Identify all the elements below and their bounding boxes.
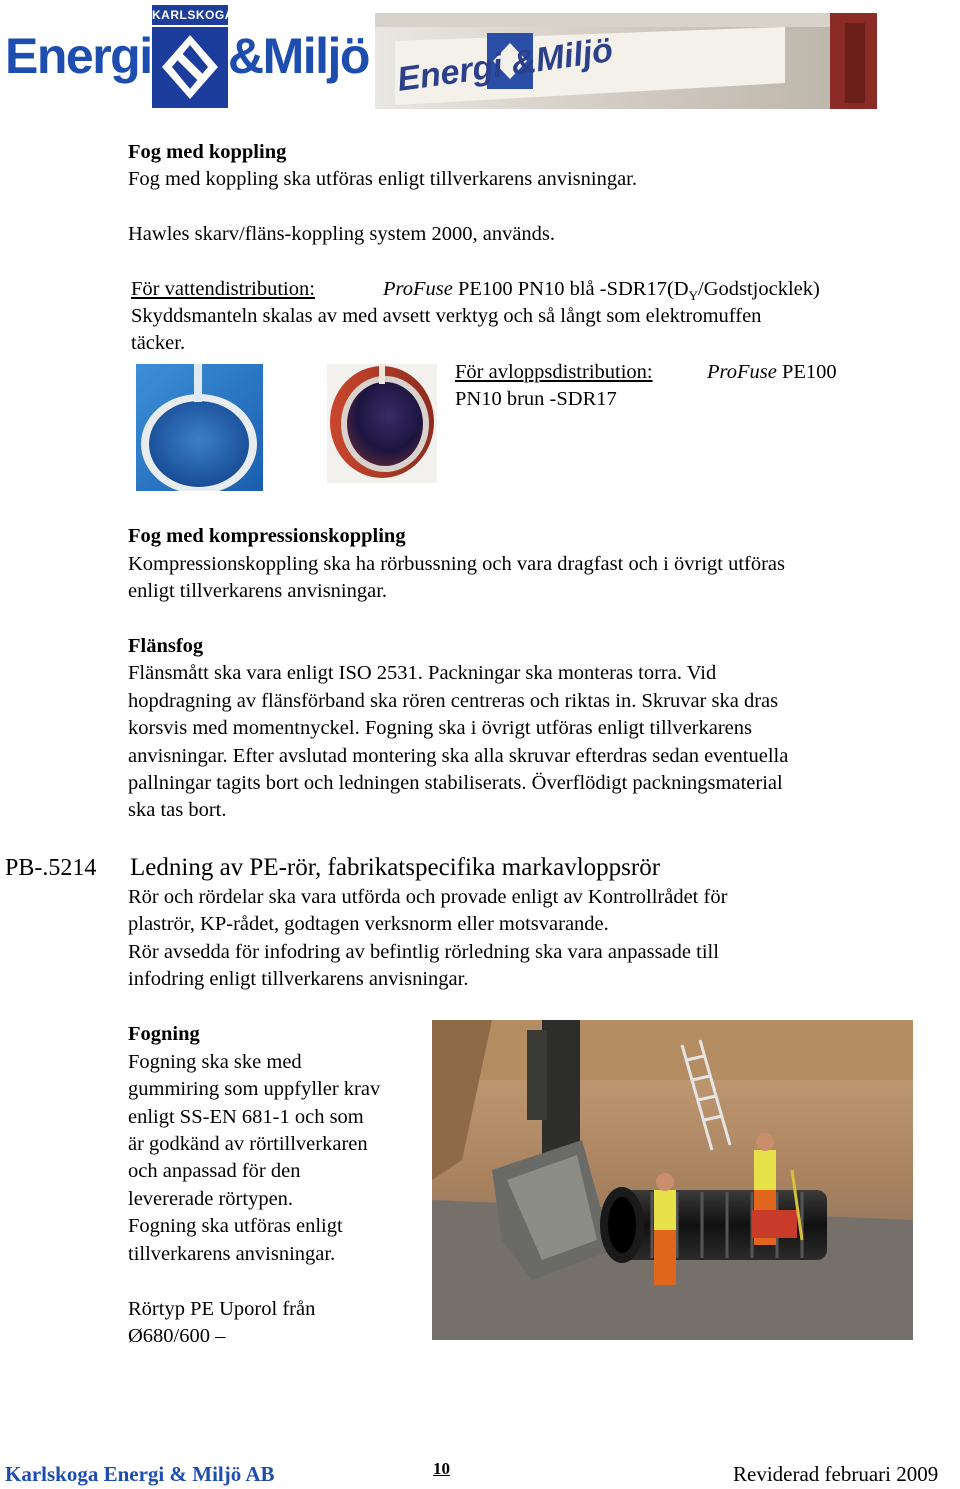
- paragraph-line: Rör avsedda för infodring av befintlig rörledning ska vara anpassade till: [128, 941, 719, 963]
- section-code: PB-.5214: [5, 855, 97, 881]
- heading-kompressionskoppling: Fog med kompressionskoppling: [128, 525, 406, 547]
- brown-pipe-photo: [327, 364, 437, 483]
- paragraph-line: Fogning ska utföras enligt: [128, 1215, 343, 1237]
- pipe-installation-photo: [432, 1020, 913, 1340]
- paragraph-line: plaströr, KP-rådet, godtagen verksnorm eller motsvarande.: [128, 913, 609, 935]
- sewer-spec-line2: PN10 brun -SDR17: [455, 388, 617, 410]
- logo-top-label: KARLSKOGA: [152, 5, 228, 25]
- paragraph-line: täcker.: [131, 332, 186, 354]
- paragraph-line: pallningar tagits bort och ledningen stabiliserats. Överflödigt packningsmaterial: [128, 772, 783, 794]
- paragraph-line: korsvis med momentnyckel. Fogning ska i övrigt utföras enligt tillverkarens: [128, 717, 753, 739]
- paragraph-line: anvisningar. Efter avslutad montering ska alla skruvar efterdras sedan eventuella: [128, 745, 789, 767]
- heading-fog-med-koppling: Fog med koppling: [128, 141, 287, 163]
- paragraph-line: Flänsmått ska vara enligt ISO 2531. Packningar ska monteras torra. Vid: [128, 662, 717, 684]
- paragraph-line: Rör och rördelar ska vara utförda och provade enligt av Kontrollrådet för: [128, 886, 728, 908]
- water-distribution-label: [131, 276, 315, 303]
- photo-sign-text: Energi &Miljö: [394, 31, 616, 99]
- paragraph-line: levererade rörtypen.: [128, 1188, 294, 1210]
- paragraph-line: tillverkarens anvisningar.: [128, 1243, 336, 1265]
- paragraph-line: Rörtyp PE Uporol från: [128, 1298, 316, 1320]
- paragraph-line: enligt SS-EN 681-1 och som: [128, 1106, 364, 1128]
- sewer-distribution-label: [455, 359, 653, 386]
- sewer-brand: ProFuse: [707, 361, 777, 383]
- blue-pipe-photo: [136, 364, 263, 491]
- sewer-distribution-spec: [707, 359, 837, 386]
- water-label: För vattendistribution:: [131, 278, 315, 300]
- water-brand: ProFuse: [383, 278, 453, 300]
- paragraph-line: är godkänd av rörtillverkaren: [128, 1133, 368, 1155]
- paragraph-line: enligt tillverkarens anvisningar.: [128, 580, 388, 602]
- section-title: Ledning av PE-rör, fabrikatspecifika markavloppsrör: [130, 854, 661, 881]
- paragraph-line: Fog med koppling ska utföras enligt tillverkarens anvisningar.: [128, 168, 637, 190]
- paragraph-line: Skyddsmanteln skalas av med avsett verktyg och så långt som elektromuffen: [131, 305, 762, 327]
- paragraph-line: Ø680/600 –: [128, 1325, 226, 1347]
- logo-energi-text: Energi: [5, 28, 152, 84]
- heading-fogning: Fogning: [128, 1023, 200, 1045]
- paragraph-line: Hawles skarv/fläns-koppling system 2000, används.: [128, 223, 556, 245]
- sewer-label: För avloppsdistribution:: [455, 361, 653, 383]
- karlskoga-logo-mark-icon: [152, 27, 228, 108]
- water-spec-post: /Godstjocklek): [698, 278, 820, 300]
- footer-revision: Reviderad februari 2009: [733, 1462, 939, 1486]
- footer-page-number: 10: [433, 1459, 450, 1478]
- sewer-spec1: PE100: [776, 361, 837, 383]
- building-sign-photo: [375, 13, 877, 109]
- heading-flansfog: Flänsfog: [128, 635, 204, 657]
- logo-miljo-text: &Miljö: [228, 28, 369, 84]
- paragraph-line: Fogning ska ske med: [128, 1051, 302, 1073]
- water-spec-sub: Y: [688, 288, 698, 304]
- paragraph-line: och anpassad för den: [128, 1160, 301, 1182]
- paragraph-line: Kompressionskoppling ska ha rörbussning och vara dragfast och i övrigt utföras: [128, 553, 786, 575]
- paragraph-line: hopdragning av flänsförband ska rören centreras och riktas in. Skruvar ska dras: [128, 690, 779, 712]
- water-spec-pre: PE100 PN10 blå -SDR17(D: [452, 278, 689, 300]
- footer-company: Karlskoga Energi & Miljö AB: [5, 1462, 275, 1486]
- paragraph-line: ska tas bort.: [128, 799, 227, 821]
- paragraph-line: gummiring som uppfyller krav: [128, 1078, 381, 1100]
- paragraph-line: infodring enligt tillverkarens anvisningar.: [128, 968, 469, 990]
